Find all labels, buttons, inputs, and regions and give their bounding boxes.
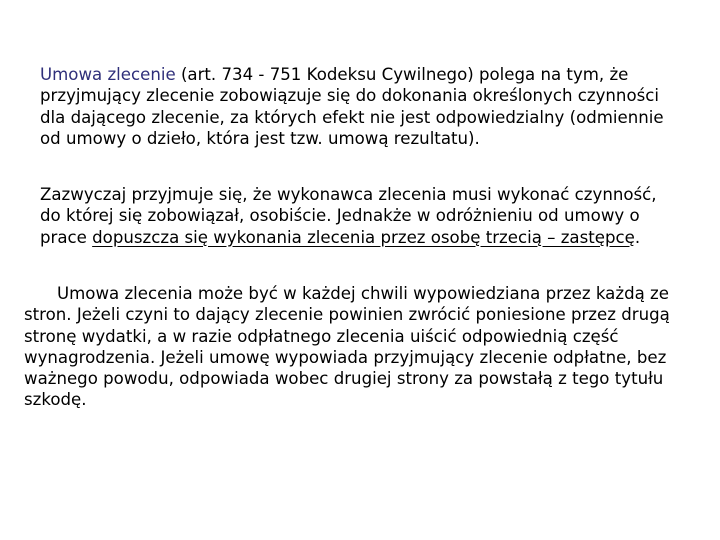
performance-end: . xyxy=(634,227,641,247)
paragraph-performance xyxy=(40,184,680,248)
underlined-substitute-text: dopuszcza się wykonania zlecenia przez osobę trzecią – zastępcę xyxy=(92,227,635,247)
paragraph-definition xyxy=(40,64,680,149)
definition-text: (art. 734 - 751 Kodeksu Cywilnego) polega na tym, że przyjmujący zlecenie zobowiązuje się do dokonania określonych czynności dla dającego zlecenie, za których efekt nie jest odpowiedzialny (odmiennie od umowy o dzieło, która jest tzw. umową rezultatu). xyxy=(40,65,664,148)
performance-text: Zazwyczaj przyjmuje się, że wykonawca zlecenia musi wykonać czynność, do której się zobowiązał, osobiście. Jednakże w odróżnieniu od umowy o prace xyxy=(40,185,657,247)
term-umowa-zlecenie: Umowa zlecenie xyxy=(40,65,176,84)
termination-text: Umowa zlecenia może być w każdej chwili wypowiedziana przez każdą ze stron. Jeżeli czyni to dający zlecenie powinien zwrócić poniesione przez drugą stronę wydatki, a w razie odpłatnego zlecenia uiścić odpowiednią część wynagrodzenia. Jeżeli umowę wypowiada przyjmujący zlecenie odpłatne, bez ważnego powodu, odpowiada wobec drugiej strony za powstałą z tego tytułu szkodę. xyxy=(24,284,670,410)
paragraph-termination xyxy=(24,283,674,411)
